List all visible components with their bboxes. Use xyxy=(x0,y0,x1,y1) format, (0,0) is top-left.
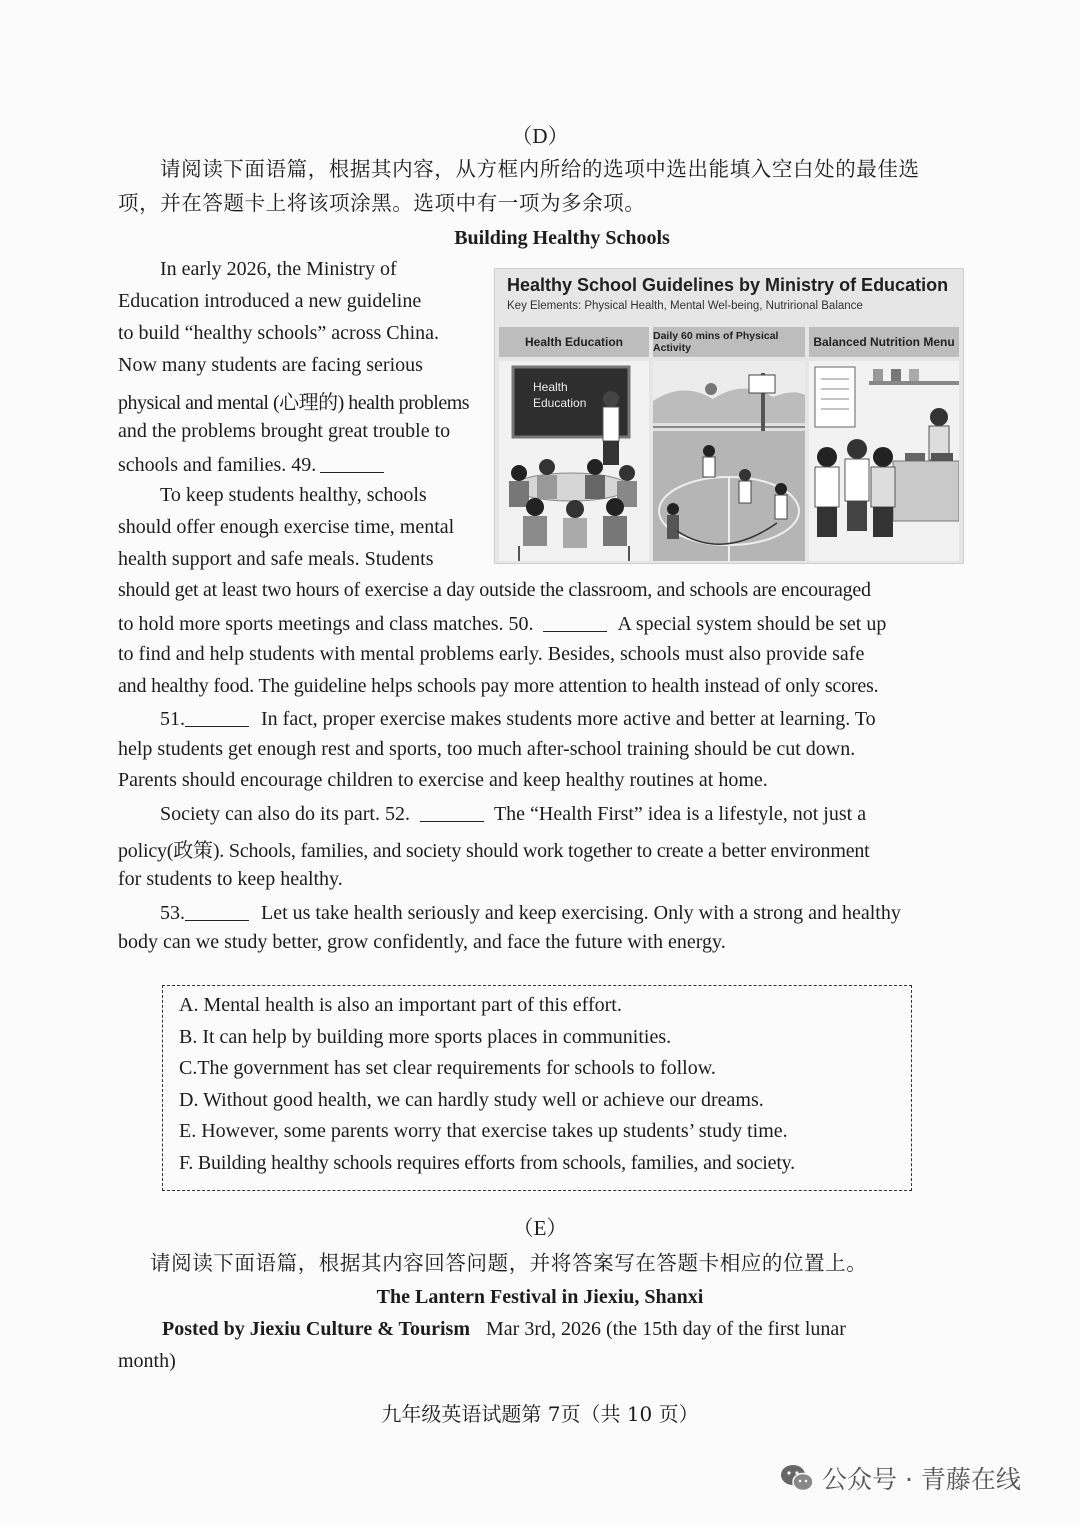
p5-line-text: 53. xyxy=(160,902,185,924)
board-text-line1: Health xyxy=(533,380,568,394)
p2-line: to find and help students with mental problems early. Besides, schools must also provide safe xyxy=(118,643,865,665)
guidelines-figure xyxy=(494,268,964,564)
watermark-text: 公众号 · 青藤在线 xyxy=(822,1465,1021,1494)
p2-line: should get at least two hours of exercise a day outside the classroom, and schools are encouraged xyxy=(118,579,871,601)
p2-line: health support and safe meals. Students xyxy=(118,548,434,570)
section-e-title: The Lantern Festival in Jiexiu, Shanxi xyxy=(376,1286,704,1308)
panel-header-health-education: Health Education xyxy=(499,327,649,357)
p2-line-text: A special system should be set up xyxy=(617,613,887,635)
p2-line: and healthy food. The guideline helps schools pay more attention to health instead of only scores. xyxy=(118,675,879,697)
playground-illustration xyxy=(653,361,805,561)
option-e: E. However, some parents worry that exercise takes up students’ study time. xyxy=(179,1120,788,1142)
p3-line-51 xyxy=(160,706,1004,731)
section-e-instruction: 请阅读下面语篇，根据其内容回答问题，并将答案写在答题卡相应的位置上。 xyxy=(150,1251,868,1275)
section-d-instruction-line2: 项，并在答题卡上将该项涂黑。选项中有一项为多余项。 xyxy=(118,191,646,215)
p2-line: should offer enough exercise time, mental xyxy=(118,516,455,538)
section-d-label: （D） xyxy=(511,124,569,148)
blank-50[interactable] xyxy=(543,611,607,632)
blank-51[interactable] xyxy=(185,706,249,727)
classroom-illustration xyxy=(499,361,649,561)
p5-line-53 xyxy=(160,900,1004,925)
section-d-instruction-line1: 请阅读下面语篇，根据其内容，从方框内所给的选项中选出能填入空白处的最佳选 xyxy=(160,157,920,181)
section-e-label: （E） xyxy=(512,1216,568,1240)
p4-line: policy(政策). Schools, families, and society should work together to create a better environment xyxy=(118,840,870,862)
blank-52[interactable] xyxy=(420,801,484,822)
post-date-cont: month) xyxy=(118,1350,176,1372)
p1-line: and the problems brought great trouble to xyxy=(118,420,451,442)
p1-line: Education introduced a new guideline xyxy=(118,290,422,312)
posted-line xyxy=(162,1318,962,1341)
p4-line-text: Society can also do its part. 52. xyxy=(160,803,410,825)
option-a: A. Mental health is also an important part of this effort. xyxy=(179,994,622,1016)
page-footer: 九年级英语试题第 7页（共 10 页） xyxy=(381,1402,699,1426)
p5-line: body can we study better, grow confidently, and face the future with energy. xyxy=(118,931,726,953)
p3-line-text: In fact, proper exercise makes students more active and better at learning. To xyxy=(261,708,876,730)
p3-line-text: 51. xyxy=(160,708,185,730)
p2-line: To keep students healthy, schools xyxy=(160,484,427,506)
panel-header-nutrition-menu: Balanced Nutrition Menu xyxy=(809,327,959,357)
p4-line-52 xyxy=(160,801,1004,826)
option-b: B. It can help by building more sports places in communities. xyxy=(179,1026,672,1048)
posted-by: Posted by Jiexiu Culture & Tourism xyxy=(162,1318,470,1340)
figure-title: Healthy School Guidelines by Ministry of Education xyxy=(507,275,949,295)
p3-line: Parents should encourage children to exercise and keep healthy routines at home. xyxy=(118,769,768,791)
p1-line: Now many students are facing serious xyxy=(118,354,423,376)
p5-line-text: Let us take health seriously and keep exercising. Only with a strong and healthy xyxy=(261,902,901,924)
cafeteria-illustration xyxy=(809,361,959,561)
p2-line-text: to hold more sports meetings and class matches. 50. xyxy=(118,613,534,635)
options-box xyxy=(162,985,912,1191)
p2-line-50 xyxy=(118,611,962,636)
blank-53[interactable] xyxy=(185,900,249,921)
board-text-line2: Education xyxy=(533,396,587,410)
p4-line-text: The “Health First” idea is a lifestyle, not just a xyxy=(493,803,867,825)
blank-49[interactable] xyxy=(320,452,384,473)
p3-line: help students get enough rest and sports, too much after-school training should be cut down. xyxy=(118,738,856,760)
option-c: C.The government has set clear requirements for schools to follow. xyxy=(179,1057,716,1079)
panel-header-physical-activity: Daily 60 mins of Physical Activity xyxy=(653,327,805,357)
post-date: Mar 3rd, 2026 (the 15th day of the first lunar xyxy=(486,1318,846,1340)
figure-subtitle: Key Elements: Physical Health, Mental Wel-being, Nutrirional Balance xyxy=(507,300,863,312)
passage-title: Building Healthy Schools xyxy=(454,227,670,249)
p4-line: for students to keep healthy. xyxy=(118,868,343,890)
watermark xyxy=(780,1460,1021,1496)
wechat-icon xyxy=(780,1463,814,1493)
p1-line-text: schools and families. 49. xyxy=(118,454,317,476)
option-d: D. Without good health, we can hardly study well or achieve our dreams. xyxy=(179,1089,764,1111)
p1-line: In early 2026, the Ministry of xyxy=(160,258,397,280)
p1-line: physical and mental (心理的) health problems xyxy=(118,392,470,414)
option-f: F. Building healthy schools requires efforts from schools, families, and society. xyxy=(179,1152,795,1174)
p1-line: to build “healthy schools” across China. xyxy=(118,322,440,344)
